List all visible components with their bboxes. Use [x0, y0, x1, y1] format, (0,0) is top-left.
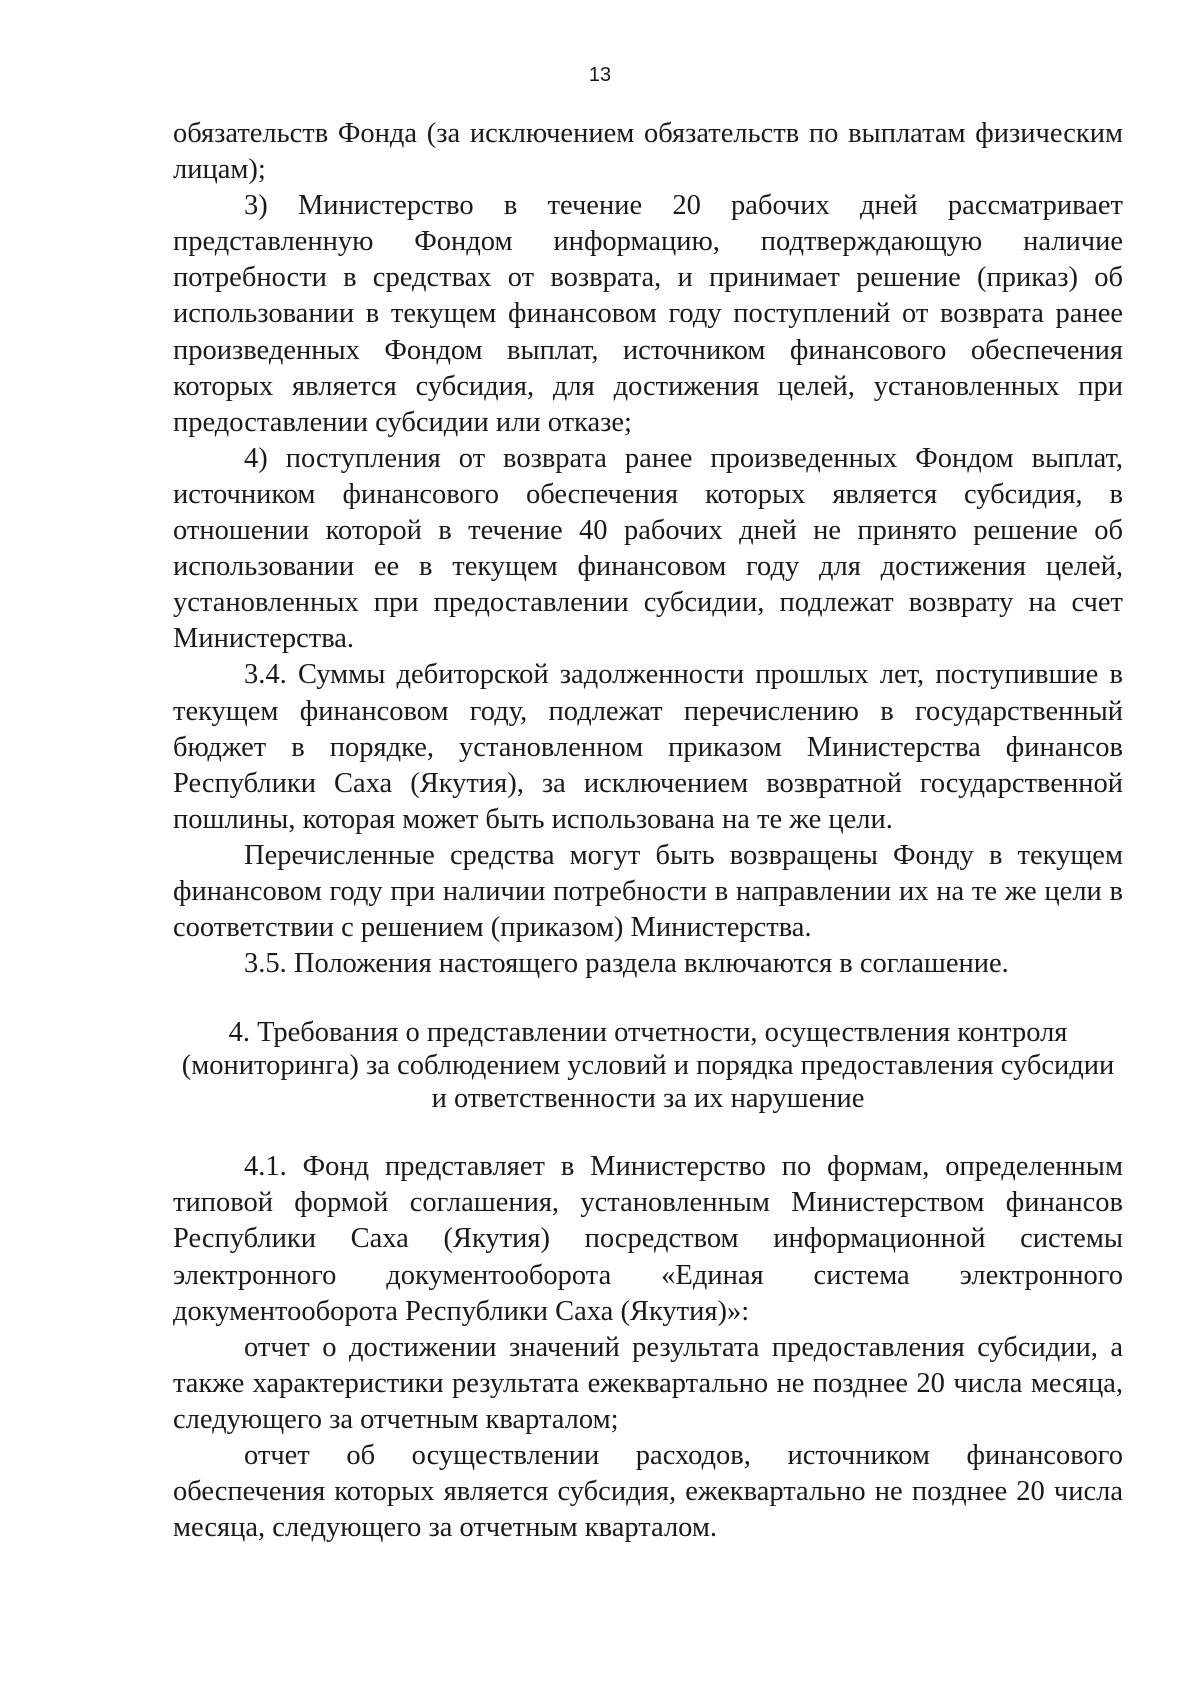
- paragraph-3-4: 3.4. Суммы дебиторской задолженности прошлых лет, поступившие в текущем финансовом году, подлежат перечислению в государственный бюджет в порядке, установленном приказом Министерства финансов Республики Саха (Якутия), за исключением возвратной государственной пошлины, которая может быть использована на те же цели.: [173, 659, 1123, 835]
- section-heading-line-3: и ответственности за их нарушение: [431, 1083, 865, 1115]
- section-heading-line-2: (мониторинга) за соблюдением условий и порядка предоставления субсидии: [181, 1050, 1115, 1082]
- section-heading-line-1: 4. Требования о представлении отчетности, осуществления контроля: [228, 1017, 1068, 1049]
- paragraph-item-3: 3) Министерство в течение 20 рабочих дней рассматривает представленную Фондом информацию, подтверждающую наличие потребности в средствах от возврата, и принимает решение (приказ) об использовании в текущем финансовом году поступлений от возврата ранее произведенных Фондом выплат, источником финансового обеспечения которых является субсидия, для достижения целей, установленных при предоставлении субсидии или отказе;: [173, 190, 1123, 438]
- paragraph-transferred-funds: Перечисленные средства могут быть возвращены Фонду в текущем финансовом году при наличии потребности в направлении их на те же цели в соответствии с решением (приказом) Министерства.: [173, 839, 1123, 944]
- paragraph-item-4: 4) поступления от возврата ранее произведенных Фондом выплат, источником финансового обеспечения которых является субсидия, в отношении которой в течение 40 рабочих дней не принято решение об использовании ее в текущем финансовом году для достижения целей, установленных при предоставлении субсидии, подлежат возврату на счет Министерства.: [173, 442, 1123, 655]
- section-heading-4: [173, 1016, 1123, 1115]
- paragraph-continuation: обязательств Фонда (за исключением обязательств по выплатам физическим лицам);: [173, 118, 1123, 186]
- paragraph-4-1: 4.1. Фонд представляет в Министерство по формам, определенным типовой формой соглашения, установленным Министерством финансов Республики Саха (Якутия) посредством информационной системы электронного документооборота «Единая система электронного документооборота Республики Саха (Якутия)»:: [173, 1151, 1123, 1327]
- paragraph-report-expenses: отчет об осуществлении расходов, источником финансового обеспечения которых является субсидия, ежеквартально не позднее 20 числа месяца, следующего за отчетным кварталом.: [173, 1440, 1123, 1544]
- document-body: [173, 116, 1123, 1546]
- page-number: 13: [588, 64, 612, 86]
- paragraph-3-5: 3.5. Положения настоящего раздела включаются в соглашение.: [244, 948, 1009, 980]
- paragraph-report-results: отчет о достижении значений результата предоставления субсидии, а также характеристики результата ежеквартально не позднее 20 числа месяца, следующего за отчетным кварталом;: [173, 1331, 1123, 1435]
